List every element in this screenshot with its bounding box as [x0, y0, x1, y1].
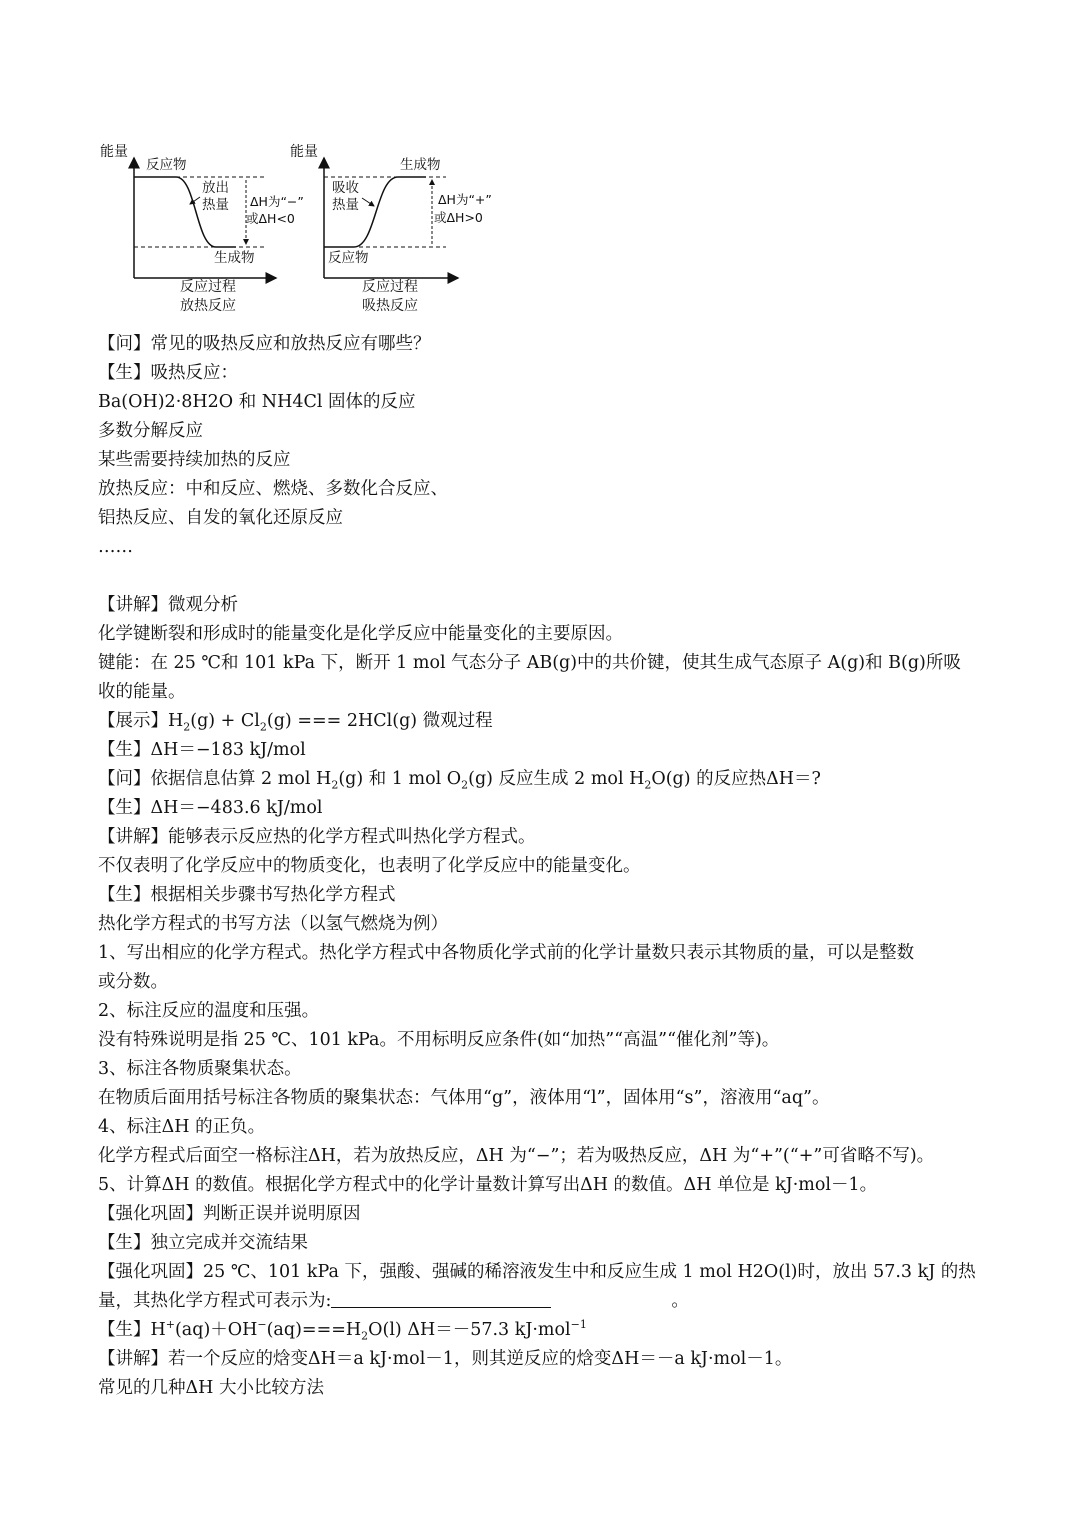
right-start-label: 反应物 — [328, 250, 369, 266]
left-end-label: 生成物 — [214, 250, 255, 266]
text-line: 【生】根据相关步骤书写热化学方程式 — [98, 885, 396, 905]
text-line: 化学方程式后面空一格标注ΔH，若为放热反应，ΔH 为“−”；若为吸热反应，ΔH 为“+”(“+”可省略不写)。 — [98, 1146, 935, 1166]
text-line-equation — [98, 707, 998, 736]
superscript: −1 — [570, 1318, 587, 1332]
text-line: 2、标注反应的温度和压强。 — [98, 1001, 320, 1021]
exothermic-diagram — [100, 143, 304, 314]
text-line-fill-blank — [98, 1287, 998, 1316]
text-segment: (g) 和 1 mol O — [338, 769, 462, 789]
endothermic-diagram — [290, 143, 492, 314]
subscript: 2 — [259, 720, 267, 734]
text-line: 铝热反应、自发的氧化还原反应 — [98, 508, 343, 528]
text-line: 【生】独立完成并交流结果 — [98, 1233, 308, 1253]
lesson-text — [98, 330, 998, 1403]
right-caption: 吸热反应 — [362, 298, 418, 314]
text-line: …… — [98, 537, 133, 557]
text-line: 没有特殊说明是指 25 ℃、101 kPa。不用标明反应条件(如“加热”“高温”“催化剂”等)。 — [98, 1030, 780, 1050]
text-line: 【生】ΔH＝−183 kJ/mol — [98, 740, 306, 760]
subscript: 2 — [644, 778, 652, 792]
text-segment: 【问】依据信息估算 2 mol H — [98, 769, 332, 789]
subscript: 2 — [331, 778, 339, 792]
subscript: 2 — [183, 720, 191, 734]
left-delta-label-1: ΔH为“−” — [250, 194, 304, 209]
text-segment: (aq)===H — [266, 1320, 362, 1340]
text-line: 3、标注各物质聚集状态。 — [98, 1059, 302, 1079]
left-y-axis-label: 能量 — [100, 144, 128, 160]
right-delta-label-1: ΔH为“+” — [438, 192, 492, 207]
text-segment: 量，其热化学方程式可表示为: — [98, 1291, 332, 1311]
text-line: 常见的几种ΔH 大小比较方法 — [98, 1378, 324, 1398]
text-segment: 【展示】H — [98, 711, 184, 731]
text-line: 1、写出相应的化学方程式。热化学方程式中各物质化学式前的化学计量数只表示其物质的量，可以是整数 — [98, 943, 915, 963]
text-line: 放热反应：中和反应、燃烧、多数化合反应、 — [98, 479, 448, 499]
left-start-label: 反应物 — [146, 157, 187, 173]
text-segment: (g) + Cl — [190, 711, 260, 731]
right-arrow-label-1: 吸收 — [332, 180, 359, 196]
energy-diagrams — [96, 138, 516, 318]
text-segment: (aq)＋OH — [174, 1320, 258, 1340]
text-line: 【讲解】能够表示反应热的化学方程式叫热化学方程式。 — [98, 827, 536, 847]
text-line: 【强化巩固】判断正误并说明原因 — [98, 1204, 361, 1224]
answer-blank — [331, 1287, 551, 1308]
right-heat-arrow — [362, 198, 374, 206]
text-segment: O(l) ΔH＝－57.3 kJ·mol — [368, 1320, 571, 1340]
left-arrow-label-1: 放出 — [202, 180, 229, 196]
text-line: 【问】常见的吸热反应和放热反应有哪些？ — [98, 334, 431, 354]
text-line: 4、标注ΔH 的正负。 — [98, 1117, 266, 1137]
text-line-equation — [98, 765, 998, 794]
text-line: 【强化巩固】25 ℃、101 kPa 下，强酸、强碱的稀溶液发生中和反应生成 1 mol H2O(l)时，放出 57.3 kJ 的热 — [98, 1262, 976, 1282]
text-line: 【讲解】微观分析 — [98, 595, 238, 615]
text-segment: (g) 反应生成 2 mol H — [468, 769, 645, 789]
text-segment: (g) === 2HCl(g) 微观过程 — [266, 711, 493, 731]
text-line: 某些需要持续加热的反应 — [98, 450, 291, 470]
text-segment: O(g) 的反应热ΔH＝? — [651, 769, 821, 789]
text-line: 或分数。 — [98, 972, 168, 992]
text-line: 键能：在 25 ℃和 101 kPa 下，断开 1 mol 气态分子 AB(g)中的共价键，使其生成气态原子 A(g)和 B(g)所吸 — [98, 653, 961, 673]
text-line: 不仅表明了化学反应中的物质变化，也表明了化学反应中的能量变化。 — [98, 856, 641, 876]
left-caption: 放热反应 — [180, 298, 236, 314]
right-arrow-label-2: 热量 — [332, 197, 359, 213]
text-line: 【讲解】若一个反应的焓变ΔH＝a kJ·mol－1，则其逆反应的焓变ΔH＝－a kJ·mol－1。 — [98, 1349, 793, 1369]
text-line: 热化学方程式的书写方法（以氢气燃烧为例） — [98, 914, 448, 934]
superscript: + — [165, 1318, 175, 1332]
left-x-axis-label: 反应过程 — [180, 279, 236, 295]
text-line: 在物质后面用括号标注各物质的聚集状态：气体用“g”，液体用“l”，固体用“s”，溶液用“aq”。 — [98, 1088, 830, 1108]
subscript: 2 — [361, 1329, 369, 1343]
right-end-label: 生成物 — [400, 157, 441, 173]
text-line: 多数分解反应 — [98, 421, 203, 441]
superscript: − — [257, 1318, 267, 1332]
text-line: Ba(OH)2·8H2O 和 NH4Cl 固体的反应 — [98, 392, 416, 412]
subscript: 2 — [461, 778, 469, 792]
spacer — [98, 562, 998, 591]
text-line: 【生】吸热反应： — [98, 363, 238, 383]
text-line-equation — [98, 1316, 998, 1345]
text-line: 【生】ΔH＝−483.6 kJ/mol — [98, 798, 323, 818]
right-delta-label-2: 或ΔH>0 — [434, 210, 483, 225]
text-line: 化学键断裂和形成时的能量变化是化学反应中能量变化的主要原因。 — [98, 624, 623, 644]
text-segment: 【生】H — [98, 1320, 166, 1340]
text-line: 收的能量。 — [98, 682, 186, 702]
right-x-axis-label: 反应过程 — [362, 279, 418, 295]
text-line: 5、计算ΔH 的数值。根据化学方程式中的化学计量数计算写出ΔH 的数值。ΔH 单位是 kJ·mol－1。 — [98, 1175, 878, 1195]
text-segment: 。 — [671, 1291, 689, 1311]
energy-diagram-svg — [96, 138, 516, 318]
left-arrow-label-2: 热量 — [202, 197, 229, 213]
left-delta-label-2: 或ΔH<0 — [246, 211, 295, 226]
right-y-axis-label: 能量 — [290, 144, 318, 160]
